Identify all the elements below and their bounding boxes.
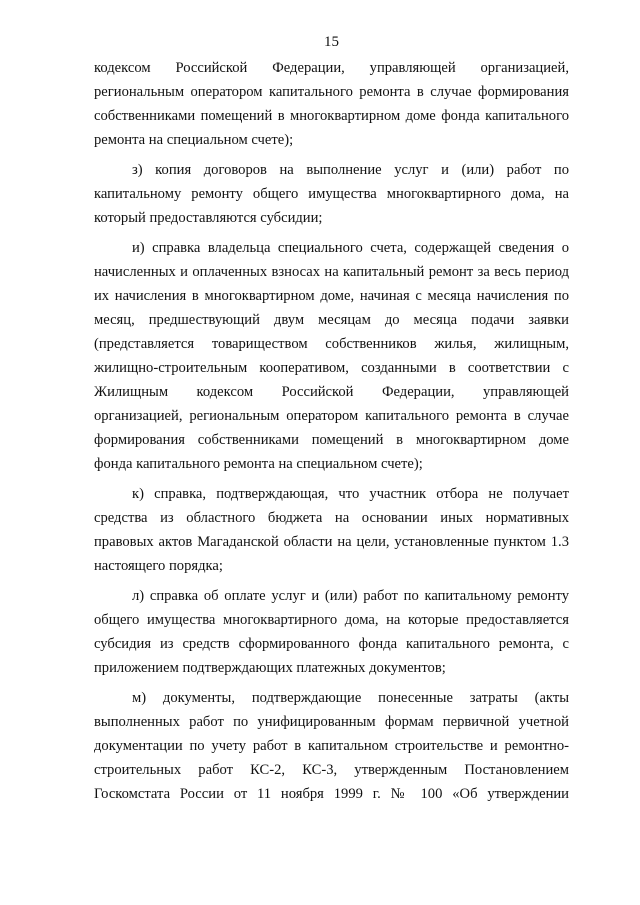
paragraph-item-i — [94, 236, 569, 476]
paragraph-continuation — [94, 56, 569, 152]
text-line: общего имущества многоквартирного дома, на которые предоставляется — [94, 612, 569, 628]
text-line: формирования собственниками помещений в многоквартирном доме — [94, 432, 569, 448]
text-line: строительных работ КС-2, КС-3, утвержденным Постановлением — [94, 762, 569, 778]
text-line: настоящего порядка; — [94, 558, 223, 574]
text-line: месяц, предшествующий двум месяцам до месяца подачи заявки — [94, 312, 569, 328]
text-line: ремонта на специальном счете); — [94, 132, 294, 148]
document-body — [94, 56, 569, 806]
text-line: капитальному ремонту общего имущества многоквартирного дома, на — [94, 186, 569, 202]
text-line: приложением подтверждающих платежных документов; — [94, 660, 446, 676]
paragraph-item-m — [94, 686, 569, 806]
paragraph-item-k — [94, 482, 569, 578]
text-line: субсидия из средств сформированного фонда капитального ремонта, с — [94, 636, 569, 652]
text-line: Госкомстата России от 11 ноября 1999 г. № 100 «Об утверждении — [94, 786, 569, 802]
text-line: который предоставляются субсидии; — [94, 210, 323, 226]
text-line: начисленных и оплаченных взносах на капитальный ремонт за весь период — [94, 264, 569, 280]
text-line: Жилищным кодексом Российской Федерации, управляющей — [94, 384, 569, 400]
text-line: кодексом Российской Федерации, управляющей организацией, — [94, 60, 569, 76]
text-line: (представляется товариществом собственников жилья, жилищным, — [94, 336, 569, 352]
text-line: фонда капитального ремонта на специальном счете); — [94, 456, 423, 472]
paragraph-item-l — [94, 584, 569, 680]
text-line: документации по учету работ в капитальном строительстве и ремонтно- — [94, 738, 569, 754]
text-line: к) справка, подтверждающая, что участник отбора не получает — [132, 486, 569, 502]
text-line: жилищно-строительным кооперативом, созданными в соответствии с — [94, 360, 569, 376]
text-line: выполненных работ по унифицированным формам первичной учетной — [94, 714, 569, 730]
text-line: и) справка владельца специального счета, содержащей сведения о — [132, 240, 569, 256]
text-line: средства из областного бюджета на основании иных нормативных — [94, 510, 569, 526]
page-number: 15 — [324, 34, 339, 50]
text-line: правовых актов Магаданской области на цели, установленные пунктом 1.3 — [94, 534, 569, 550]
text-line: региональным оператором капитального ремонта в случае формирования — [94, 84, 569, 100]
text-line: их начисления в многоквартирном доме, начиная с месяца начисления по — [94, 288, 569, 304]
text-line: з) копия договоров на выполнение услуг и (или) работ по — [132, 162, 569, 178]
document-page — [94, 0, 569, 905]
text-line: л) справка об оплате услуг и (или) работ по капитальному ремонту — [132, 588, 569, 604]
paragraph-item-z — [94, 158, 569, 230]
text-line: собственниками помещений в многоквартирном доме фонда капитального — [94, 108, 569, 124]
text-line: м) документы, подтверждающие понесенные затраты (акты — [132, 690, 569, 706]
text-line: организацией, региональным оператором капитального ремонта в случае — [94, 408, 569, 424]
